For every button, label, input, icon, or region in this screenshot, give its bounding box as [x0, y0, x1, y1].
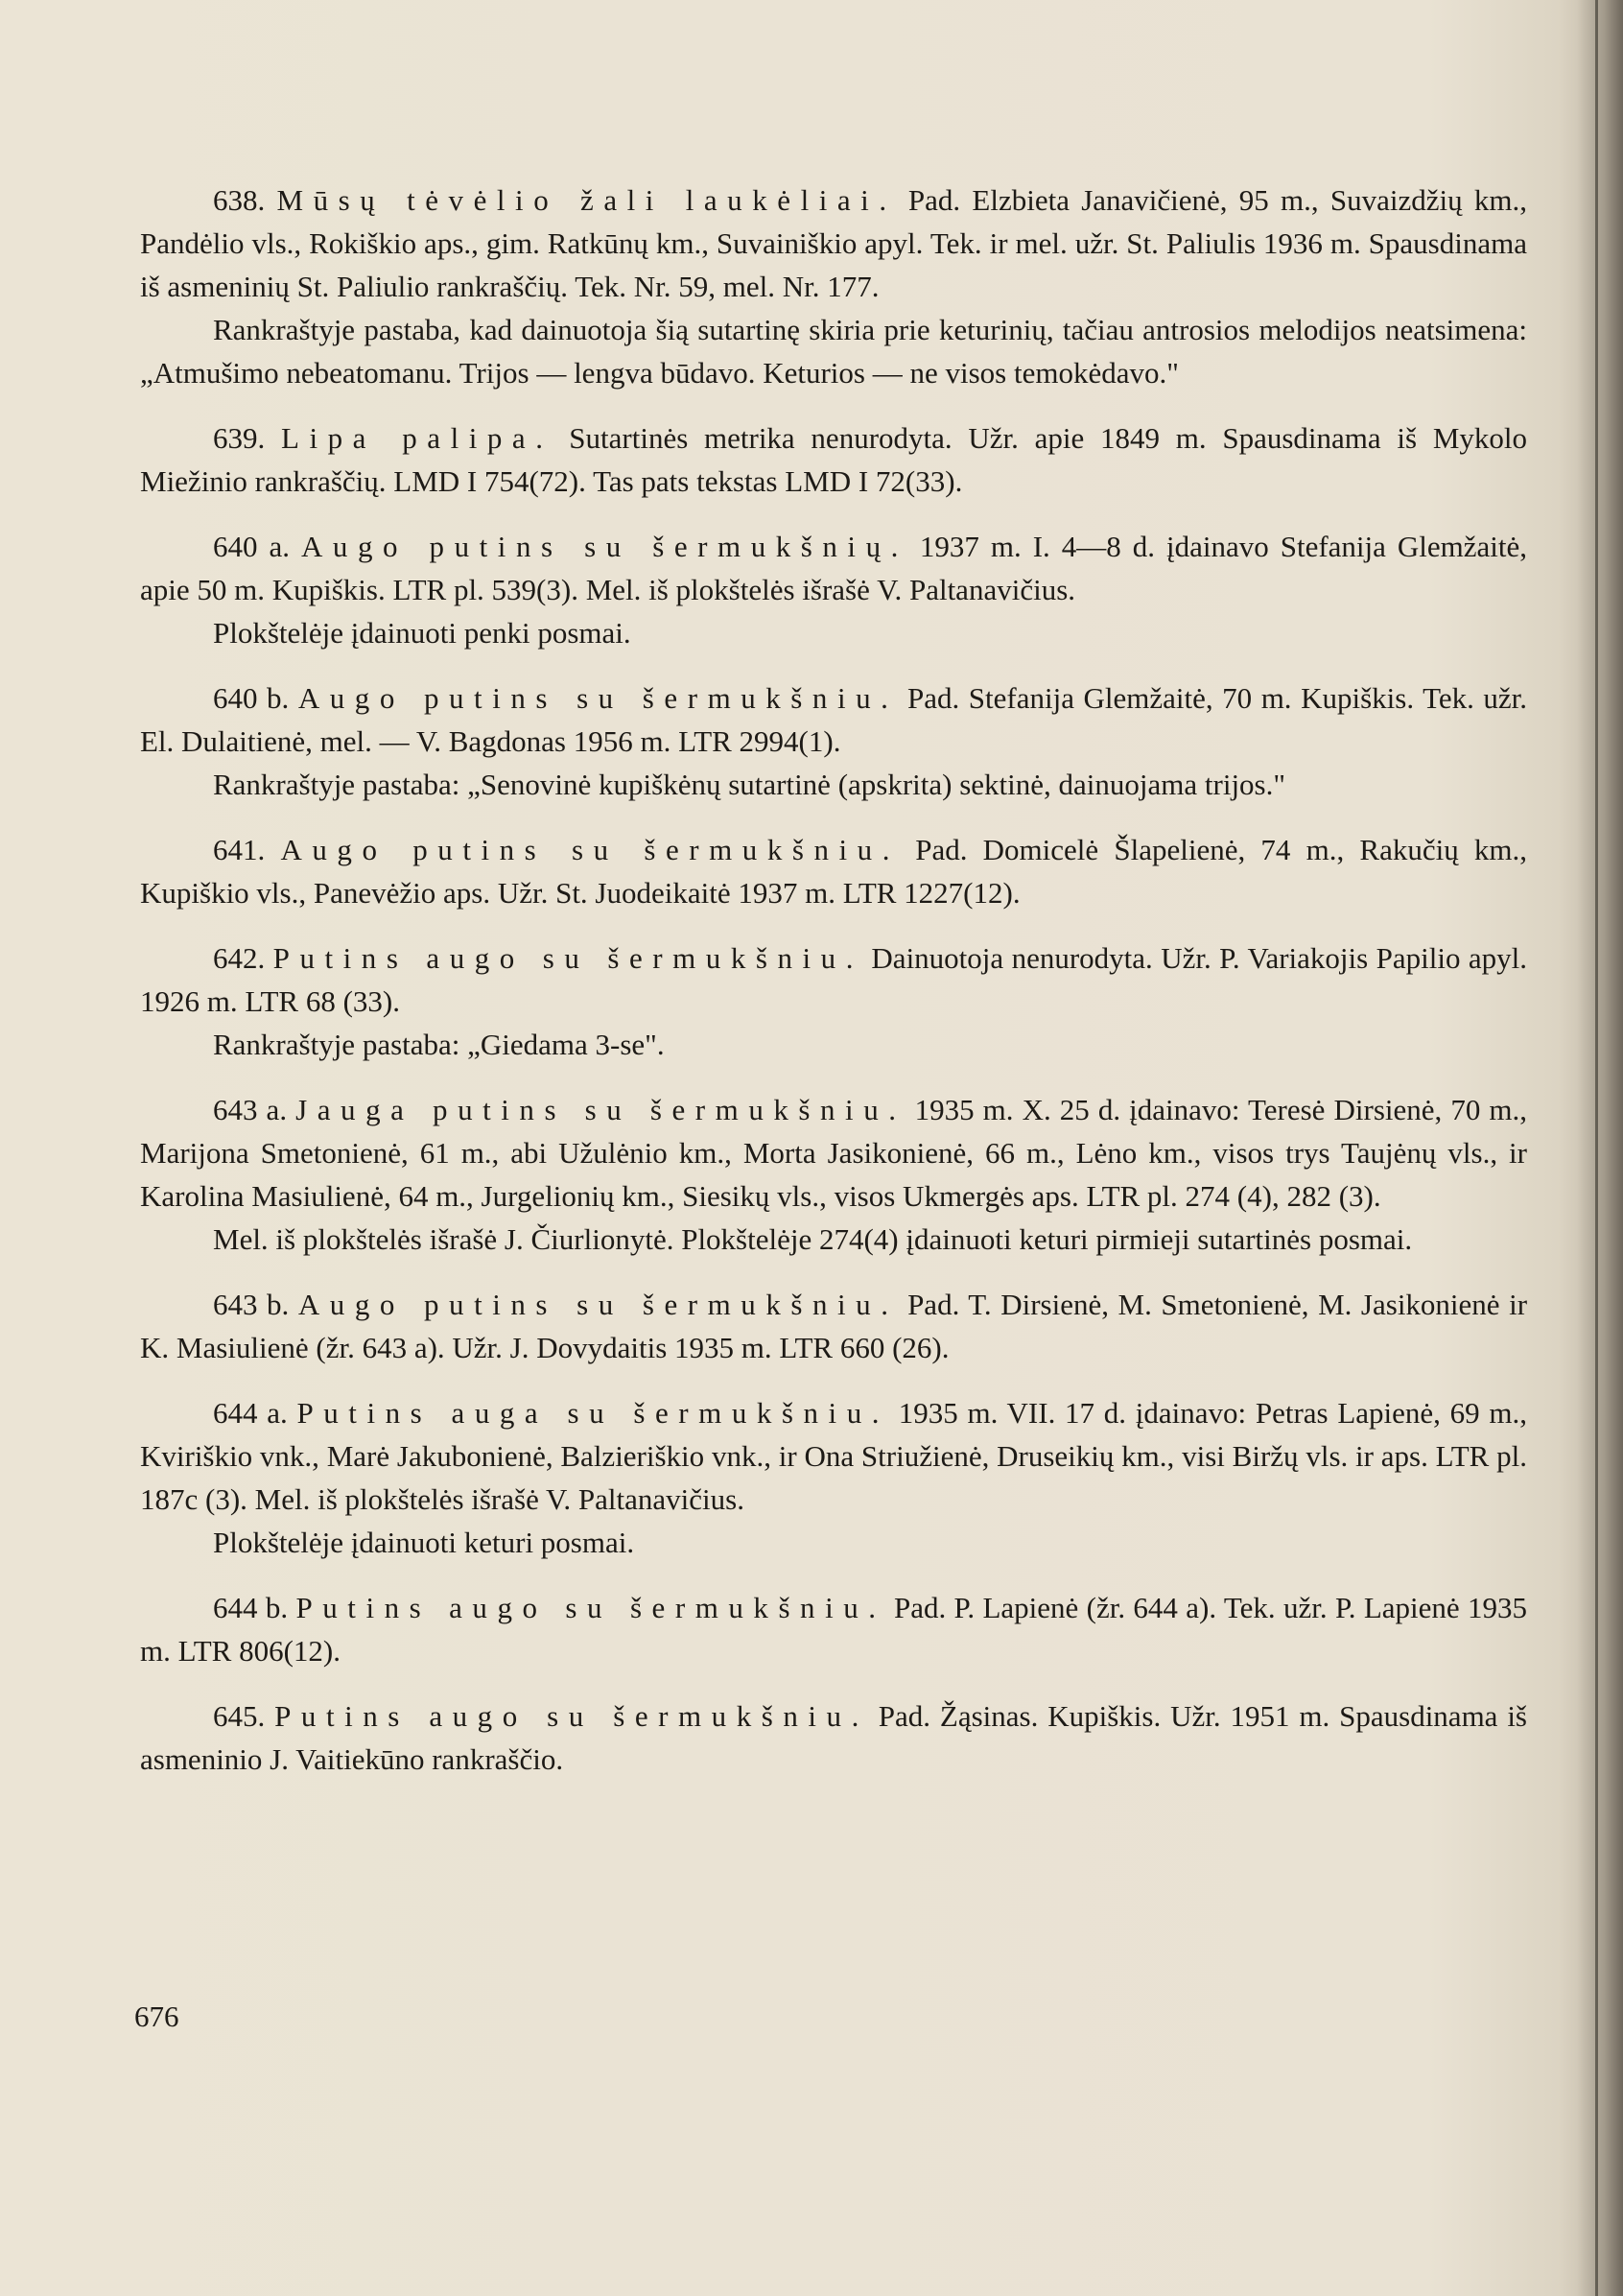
entry-644a	[140, 1391, 1527, 1564]
page-number: 676	[134, 2000, 179, 2033]
entry-text: Pad. Žąsinas. Kupiškis. Užr. 1951 m. Spausdinama iš asmeninio J. Vaitiekūno rankraščio.	[140, 1699, 1527, 1776]
entry-paragraph	[140, 525, 1527, 611]
entry-text: Pad. T. Dirsienė, M. Smetonienė, M. Jasikonienė ir K. Masiulienė (žr. 643 a). Užr. J. Dovydaitis 1935 m. LTR 660 (26).	[140, 1288, 1528, 1364]
song-title: Augo putins su šermukšniu.	[297, 681, 899, 715]
entry-paragraph	[140, 828, 1527, 914]
entry-640a	[140, 525, 1527, 654]
entry-643b	[140, 1283, 1527, 1369]
song-title: Lipa palipa.	[281, 421, 553, 455]
entry-note: Plokštelėje įdainuoti keturi posmai.	[213, 1526, 635, 1559]
entry-paragraph	[140, 676, 1527, 763]
entry-paragraph	[140, 1088, 1527, 1218]
song-title: Putins augo su šermukšniu.	[272, 941, 863, 975]
entry-paragraph	[140, 936, 1527, 1023]
entry-paragraph	[140, 1283, 1527, 1369]
entry-paragraph	[140, 178, 1527, 308]
entry-text: Pad. Elzbieta Janavičienė, 95 m., Suvaizdžių km., Pandėlio vls., Rokiškio aps., gim. Ratkūnų km., Suvainiškio apyl. Tek. ir mel. užr. St. Paliulis 1936 m. Spausdinama iš asmeninių St. Paliulio rankraščių. Tek. Nr. 59, mel. Nr. 177.	[140, 183, 1528, 303]
entry-paragraph	[140, 416, 1527, 503]
song-title: Augo putins su šermukšnių.	[300, 530, 908, 563]
entry-paragraph	[140, 1694, 1527, 1781]
commentary-text	[140, 178, 1527, 1781]
entry-645	[140, 1694, 1527, 1781]
entry-number: 638.	[213, 183, 266, 217]
entry-644b	[140, 1586, 1527, 1672]
entry-number: 643 a.	[213, 1093, 288, 1126]
entry-text: 1935 m. VII. 17 d. įdainavo: Petras Lapienė, 69 m., Kviriškio vnk., Marė Jakubonienė, Balzieriškio vnk., ir Ona Striužienė, Druseikių km., visi Biržų vls. ir aps. LTR pl. 187c (3). Mel. iš plokštelės išrašė V. Paltanavičius.	[140, 1396, 1527, 1516]
page-edge-shadow	[1577, 0, 1623, 2296]
entry-text: Pad. Domicelė Šlapelienė, 74 m., Rakučių km., Kupiškio vls., Panevėžio aps. Užr. St. Juodeikaitė 1937 m. LTR 1227(12).	[140, 833, 1528, 910]
song-title: Putins auga su šermukšniu.	[296, 1396, 890, 1430]
entry-paragraph	[140, 1586, 1527, 1672]
song-title: Putins augo su šermukšniu.	[274, 1699, 869, 1733]
entry-641	[140, 828, 1527, 914]
song-title: Augo putins su šermukšniu.	[297, 1288, 899, 1321]
entry-note: Rankraštyje pastaba: „Senovinė kupiškėnų sutartinė (apskrita) sektinė, dainuojama trijos."	[213, 768, 1286, 801]
entry-number: 640 b.	[213, 681, 290, 715]
entry-number: 643 b.	[213, 1288, 290, 1321]
song-title: Jauga putins su šermukšniu.	[295, 1093, 906, 1126]
page-edge-line	[1595, 0, 1598, 2296]
entry-note: Rankraštyje pastaba: „Giedama 3-se".	[213, 1028, 665, 1061]
entry-number: 644 a.	[213, 1396, 288, 1430]
entry-642	[140, 936, 1527, 1066]
entry-number: 642.	[213, 941, 266, 975]
song-title: Augo putins su šermukšniu.	[280, 833, 900, 866]
entry-number: 639.	[213, 421, 266, 455]
entry-number: 640 a.	[213, 530, 290, 563]
entry-text: Sutartinės metrika nenurodyta. Užr. apie 1849 m. Spausdinama iš Mykolo Miežinio rankraščių. LMD I 754(72). Tas pats tekstas LMD I 72(33).	[140, 421, 1527, 498]
entry-number: 641.	[213, 833, 266, 866]
entry-text: Dainuotoja nenurodyta. Užr. P. Variakojis Papilio apyl. 1926 m. LTR 68 (33).	[140, 941, 1528, 1018]
entry-text: Pad. P. Lapienė (žr. 644 a). Tek. užr. P. Lapienė 1935 m. LTR 806(12).	[140, 1591, 1528, 1668]
entry-640b	[140, 676, 1527, 806]
entry-number: 645.	[213, 1699, 266, 1733]
entry-note: Mel. iš plokštelės išrašė J. Čiurlionytė. Plokštelėje 274(4) įdainuoti keturi pirmieji sutartinės posmai.	[213, 1222, 1413, 1256]
entry-643a	[140, 1088, 1527, 1261]
song-title: Mūsų tėvėlio žali laukėliai.	[276, 183, 897, 217]
song-title: Putins augo su šermukšniu.	[295, 1591, 886, 1624]
entry-note: Plokštelėje įdainuoti penki posmai.	[213, 616, 631, 650]
entry-paragraph	[140, 1391, 1527, 1521]
entry-638	[140, 178, 1527, 394]
entry-note: Rankraštyje pastaba, kad dainuotoja šią sutartinę skiria prie keturinių, tačiau antrosios melodijos neatsimena: „Atmušimo nebeatomanu. Trijos — lengva būdavo. Keturios — ne visos temokėdavo."	[140, 313, 1527, 390]
entry-text: 1935 m. X. 25 d. įdainavo: Teresė Dirsienė, 70 m., Marijona Smetonienė, 61 m., abi Užulėnio km., Morta Jasikonienė, 66 m., Lėno km., visos trys Taujėnų vls., ir Karolina Masiulienė, 64 m., Jurgelionių km., Siesikų vls., visos Ukmergės aps. LTR pl. 274 (4), 282 (3).	[140, 1093, 1528, 1213]
entry-text: 1937 m. I. 4—8 d. įdainavo Stefanija Glemžaitė, apie 50 m. Kupiškis. LTR pl. 539(3). Mel. iš plokštelės išrašė V. Paltanavičius.	[140, 530, 1528, 606]
entry-text: Pad. Stefanija Glemžaitė, 70 m. Kupiškis. Tek. užr. El. Dulaitienė, mel. — V. Bagdonas 1956 m. LTR 2994(1).	[140, 681, 1528, 758]
entry-639	[140, 416, 1527, 503]
entry-number: 644 b.	[213, 1591, 289, 1624]
